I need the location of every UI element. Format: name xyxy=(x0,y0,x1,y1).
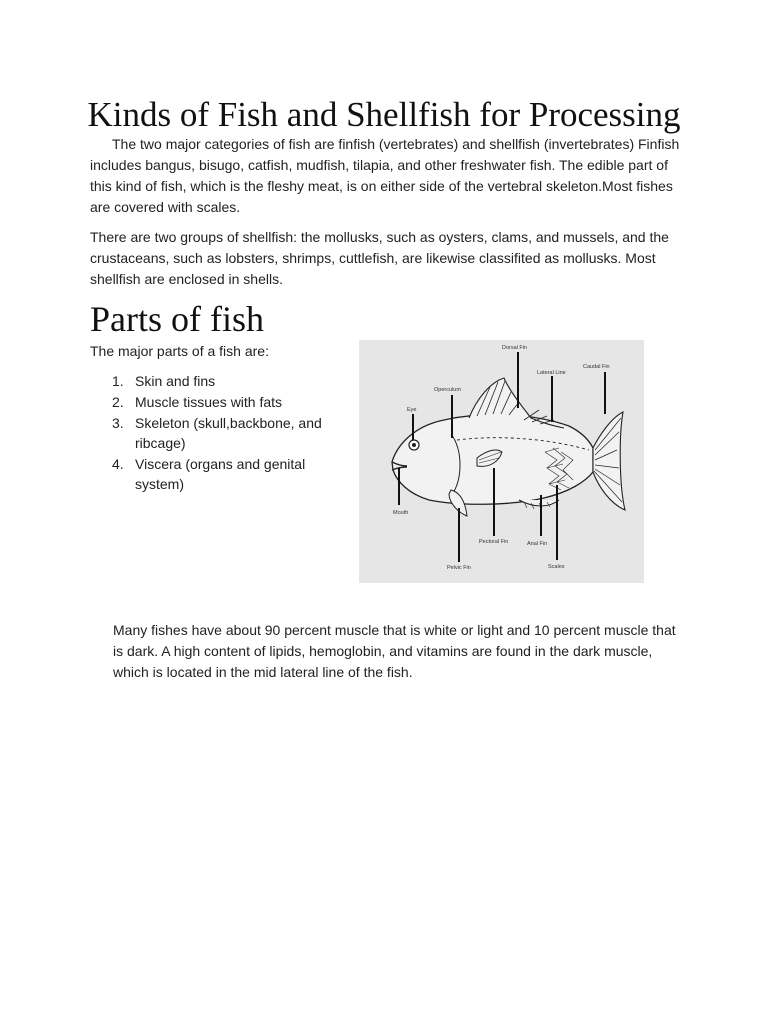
label-operculum: Operculum xyxy=(434,387,461,393)
label-pectoral-fin: Pectoral Fin xyxy=(479,539,509,545)
section-intro: The major parts of a fish are: xyxy=(90,343,269,359)
list-text: Skeleton (skull,backbone, and ribcage) xyxy=(135,415,322,451)
label-scales: Scales xyxy=(548,564,565,570)
label-anal-fin: Anal Fin xyxy=(527,541,548,547)
list-text: Viscera (organs and genital system) xyxy=(135,456,306,492)
list-number: 2. xyxy=(112,394,124,410)
list-item xyxy=(90,371,335,391)
label-dorsal-fin: Dorsal Fin xyxy=(502,345,528,351)
shellfish-paragraph: There are two groups of shellfish: the mollusks, such as oysters, clams, and mussels, and the crustaceans, such as lobsters, shrimps, cuttlefish, are likewise classifited as mollusks. Most shellfish are enclosed in shells. xyxy=(90,229,669,287)
muscle-paragraph: Many fishes have about 90 percent muscle that is white or light and 10 percent muscle that is dark. A high content of lipids, hemoglobin, and vitamins are found in the dark muscle, which is located in the mid lateral line of the fish. xyxy=(113,622,676,680)
list-number: 3. xyxy=(112,415,124,431)
list-item xyxy=(90,454,335,494)
list-text: Muscle tissues with fats xyxy=(135,394,283,410)
parts-list xyxy=(90,371,335,495)
finfish-paragraph: The two major categories of fish are finfish (vertebrates) and shellfish (invertebrates) Finfish includes bangus, bisugo, catfish, mudfish, tilapia, and other freshwater fish. The edible part of this kind of fish, which is the fleshy meat, is on either side of the vertebral skeleton.Most fishes are covered with scales. xyxy=(90,136,680,215)
list-text: Skin and fins xyxy=(135,373,216,389)
label-pelvic-fin: Pelvic Fin xyxy=(447,565,471,571)
list-item xyxy=(90,392,335,412)
label-eye: Eye xyxy=(407,407,417,413)
list-number: 1. xyxy=(112,373,124,389)
fish-anatomy-figure xyxy=(359,340,644,583)
label-mouth: Mouth xyxy=(393,510,409,516)
list-item xyxy=(90,413,335,453)
label-caudal-fin: Caudal Fin xyxy=(583,364,610,370)
section-heading: Parts of fish xyxy=(90,299,264,339)
document-title: Kinds of Fish and Shellfish for Processing xyxy=(87,95,681,134)
fish-diagram xyxy=(359,340,644,583)
label-lateral-line: Lateral Line xyxy=(537,370,566,376)
list-number: 4. xyxy=(112,456,124,472)
